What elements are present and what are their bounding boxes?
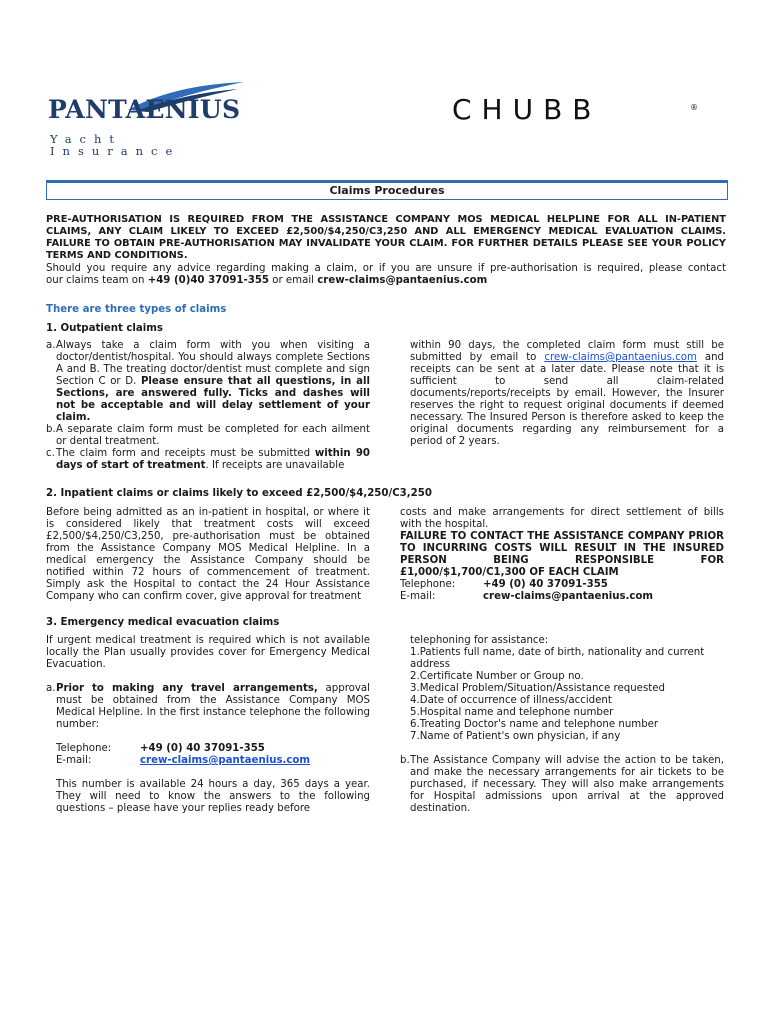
question-item: 5.Hospital name and telephone number <box>410 707 614 718</box>
advice-line-2: our claims team on +49 (0)40 37091-355 or email crew-claims@pantaenius.com <box>46 275 488 286</box>
telephone-number: +49 (0) 40 37091-355 <box>140 743 265 754</box>
chubb-wordmark: CHUBB <box>452 93 602 126</box>
advice-text <box>46 263 726 287</box>
question-item: 2.Certificate Number or Group no. <box>410 671 584 682</box>
evacuation-email: E-mail: crew-claims@pantaenius.com <box>56 755 311 766</box>
list-item: b. A separate claim form must be completed for each ailment or dental treatment. <box>46 424 370 447</box>
outpatient-right-column: within 90 days, the completed claim form must still be submitted by email to crew-claims@pantaenius.com and receipts can be sent at a later date. Please note that it is sufficient to send all claim-related documents/reports/receipts by email. However, the Insurer reserves the right to request original documents if deemed necessary. The Insured Person is therefore asked to keep the original documents regarding any reimbursement for a period of 2 years. <box>410 340 725 447</box>
question-item: 6.Treating Doctor's name and telephone number <box>410 719 659 730</box>
question-item: 3.Medical Problem/Situation/Assistance requested <box>410 683 665 694</box>
inpatient-left-column: Before being admitted as an in-patient in hospital, or where it is considered likely that treatment costs will exceed £2,500/$4,250/C3,250, pre-authorisation must be obtained from the Assistance Company MOS Medical Helpline. In a medical emergency the Assistance Company should be notified within 72 hours of commencement of treatment. Simply ask the Hospital to contact the 24 Hour Assistance Company who can confirm cover, give approval for treatment <box>46 507 370 602</box>
question-item: 1.Patients full name, date of birth, nationality and current address <box>410 647 705 670</box>
logo-subtitle: Yacht Insurance <box>50 132 181 158</box>
list-item: b. The Assistance Company will advise the action to be taken, and make the necessary arrangements for air tickets to be purchased, if necessary. They will also make arrangements for Hospital admissions upon arrival at the approved destination. <box>400 755 724 814</box>
evacuation-telephone: Telephone: +49 (0) 40 37091-355 <box>56 743 265 754</box>
chubb-logo <box>452 93 698 126</box>
types-heading: There are three types of claims <box>46 304 227 315</box>
list-item: a. Prior to making any travel arrangements, approval must be obtained from the Assistance Company MOS Medical Helpline. In the first instance telephone the following number: <box>46 683 371 730</box>
inpatient-heading: 2. Inpatient claims or claims likely to exceed £2,500/$4,250/C3,250 <box>46 488 432 499</box>
question-item: 4.Date of occurrence of illness/accident <box>410 695 612 706</box>
preauth-line: FAILURE TO OBTAIN PRE-AUTHORISATION MAY INVALIDATE YOUR CLAIM. FOR FURTHER DETAILS PLEASE SEE YOUR POLICY <box>46 238 726 249</box>
email-address[interactable]: crew-claims@pantaenius.com <box>483 591 654 602</box>
preauth-line: TERMS AND CONDITIONS. <box>46 250 188 261</box>
evacuation-intro: If urgent medical treatment is required which is not available locally the Plan usually provides cover for Emergency Medical Evacuation. <box>46 635 370 670</box>
claims-email-link[interactable]: crew-claims@pantaenius.com <box>544 352 697 363</box>
list-item: a. Always take a claim form with you when visiting a doctor/dentist/hospital. You should always complete Sections A and B. The treating doctor/dentist must complete and sign Section C or D. Please ensure that all questions, in all Sections, are answered fully. Ticks and dashes will not be acceptable and will delay settlement of your claim. <box>46 340 370 423</box>
evacuation-right-column: telephoning for assistance: 1.Patients full name, date of birth, nationality and current address 2.Certificate Number or Group no. 3.Medical Problem/Situation/Assistance requested 4.Date of occurrence of illness/accident 5.Hospital name and telephone number 6.Treating Doctor's name and telephone number 7.Name of Patient's own physician, if any b. The Assistance Company will advise the action to be taken, and make the necessary arrangements for air tickets to be purchased, if necessary. They will also make arrangements for Hospital admissions upon arrival at the approved destination. <box>400 635 724 814</box>
claims-email[interactable]: crew-claims@pantaenius.com <box>317 275 488 286</box>
claims-phone: +49 (0)40 37091-355 <box>147 275 270 286</box>
evacuation-left-column <box>46 635 370 815</box>
telephone-number: +49 (0) 40 37091-355 <box>483 579 608 590</box>
page-title: Claims Procedures <box>329 184 445 197</box>
question-item: 7.Name of Patient's own physician, if any <box>410 731 621 742</box>
inpatient-right-column: costs and make arrangements for direct settlement of bills with the hospital. FAILURE TO CONTACT THE ASSISTANCE COMPANY PRIOR TO INCURRING COSTS WILL RESULT IN THE INSURED PERSON BEING RESPONSIBLE FOR £1,000/$1,700/C1,300 OF EACH CLAIM Telephone: +49 (0) 40 37091-355 E-mail: crew-claims@pantaenius.com <box>400 507 724 602</box>
preauth-line: CLAIMS, ANY CLAIM LIKELY TO EXCEED £2,500/$4,250/C3,250 AND ALL EMERGENCY MEDICAL EVALUATION CLAIMS. <box>46 226 726 237</box>
list-item: c. The claim form and receipts must be submitted within 90 days of start of treatment. If receipts are unavailable <box>46 448 370 471</box>
outpatient-left-column <box>46 340 370 472</box>
pantaenius-logo <box>48 80 263 158</box>
advice-line-1: Should you require any advice regarding making a claim, or if you are unsure if pre-authorisation is required, please contact <box>46 263 726 274</box>
logo-name: PANTAENIUS <box>48 95 241 124</box>
availability-text: This number is available 24 hours a day, 365 days a year. They will need to know the answers to the following questions – please have your replies ready before <box>56 779 370 814</box>
failure-warning: FAILURE TO CONTACT THE ASSISTANCE COMPANY PRIOR TO INCURRING COSTS WILL RESULT IN THE INSURED PERSON BEING RESPONSIBLE FOR £1,000/$1,700/C1,300 OF EACH CLAIM <box>400 531 724 578</box>
registered-mark: ® <box>690 103 698 112</box>
inpatient-email: E-mail: crew-claims@pantaenius.com <box>400 591 654 602</box>
title-box <box>46 180 728 200</box>
outpatient-heading: 1. Outpatient claims <box>46 323 163 334</box>
questions-list <box>400 647 724 743</box>
preauth-notice <box>46 214 726 262</box>
preauth-line: PRE-AUTHORISATION IS REQUIRED FROM THE ASSISTANCE COMPANY MOS MEDICAL HELPLINE FOR ALL IN-PATIENT <box>46 214 726 225</box>
email-link[interactable]: crew-claims@pantaenius.com <box>140 755 311 766</box>
evacuation-heading: 3. Emergency medical evacuation claims <box>46 617 280 628</box>
inpatient-telephone: Telephone: +49 (0) 40 37091-355 <box>400 579 608 590</box>
